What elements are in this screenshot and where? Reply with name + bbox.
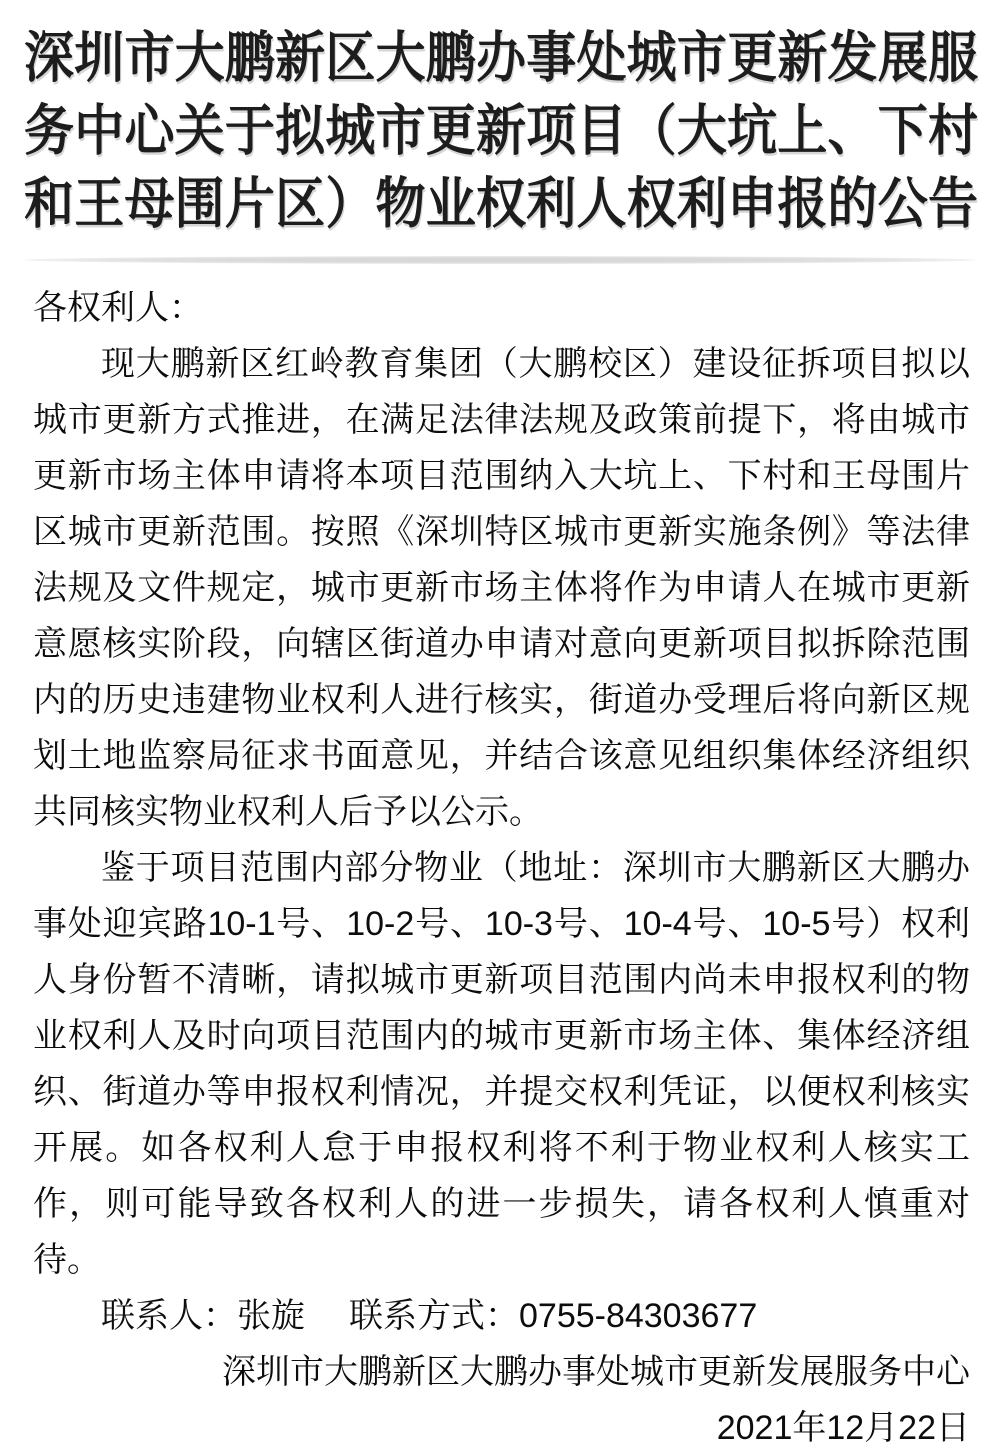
body-paragraph-1: 现大鹏新区红岭教育集团（大鹏校区）建设征拆项目拟以城市更新方式推进，在满足法律法规及政策前提下，将由城市更新市场主体申请将本项目范围纳入大坑上、下村和王母围片区城市更新范围。按照《深圳特区城市更新实施条例》等法律法规及文件规定，城市更新市场主体将作为申请人在城市更新意愿核实阶段，向辖区街道办申请对意向更新项目拟拆除范围内的历史违建物业权利人进行核实，街道办受理后将向新区规划土地监察局征求书面意见，并结合该意见组织集体经济组织共同核实物业权利人后予以公示。 bbox=[33, 345, 970, 831]
contact-person-label: 联系人： bbox=[101, 1297, 237, 1335]
document-body bbox=[0, 264, 1000, 1456]
page-title-line-2: 务中心关于拟城市更新项目（大坑上、下村 bbox=[24, 100, 978, 162]
contact-line bbox=[33, 1288, 970, 1344]
page-title bbox=[0, 0, 1000, 241]
contact-person-name: 张旋 bbox=[237, 1297, 305, 1335]
signature-line: 深圳市大鹏新区大鹏办事处城市更新发展服务中心 bbox=[222, 1353, 970, 1391]
date-line: 2021年12月22日 bbox=[716, 1409, 970, 1447]
salutation: 各权利人： bbox=[33, 289, 203, 327]
contact-method-label: 联系方式： bbox=[349, 1297, 519, 1335]
contact-phone: 0755-84303677 bbox=[519, 1297, 758, 1335]
page-title-line-1: 深圳市大鹏新区大鹏办事处城市更新发展服 bbox=[24, 27, 978, 89]
body-paragraph-2: 鉴于项目范围内部分物业（地址：深圳市大鹏新区大鹏办事处迎宾路10-1号、10-2号、10-3号、10-4号、10-5号）权利人身份暂不清晰，请拟城市更新项目范围内尚未申报权利的物业权利人及时向项目范围内的城市更新市场主体、集体经济组织、街道办等申报权利情况，并提交权利凭证，以便权利核实开展。如各权利人怠于申报权利将不利于物业权利人核实工作，则可能导致各权利人的进一步损失，请各权利人慎重对待。 bbox=[33, 849, 970, 1279]
page-title-line-3: 和王母围片区）物业权利人权利申报的公告 bbox=[24, 173, 978, 235]
title-divider bbox=[24, 256, 976, 264]
